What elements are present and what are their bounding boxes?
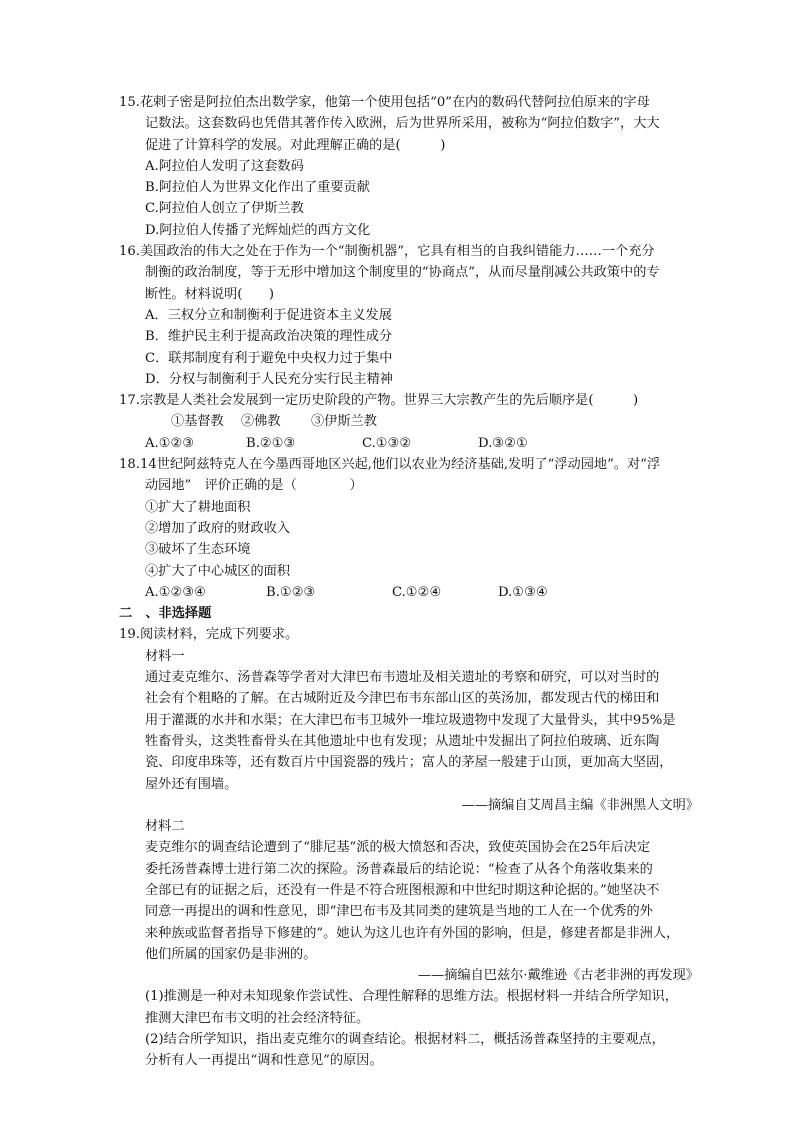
item: ②佛教 (241, 414, 281, 430)
material-1-line: 用于灌溉的水井和水渠；在大津巴布韦卫城外一堆垃圾遗物中发现了大量骨头，其中95%是 (145, 712, 676, 728)
material-2-line: 委托汤普森博士进行第二次的探险。汤普森最后的结论说：“检查了从各个角落收集来的 (145, 861, 653, 877)
question-19-intro: 19.阅读材料，完成下列要求。 (119, 627, 299, 643)
item: ③伊斯兰教 (311, 414, 377, 430)
sub-question-1: 推测大津巴布韦文明的社会经济特征。 (145, 1010, 370, 1026)
material-1-line: 社会有个粗略的了解。在古城附近及今津巴布韦东部山区的英汤加，都发现古代的梯田和 (145, 691, 660, 707)
option-d: D．分权与制衡利于人民充分实行民主精神 (145, 371, 393, 387)
question-15-line: 15.花剌子密是阿拉伯杰出数学家，他第一个使用包括“0”在内的数码代替阿拉伯原来的字母 (119, 95, 650, 110)
question-16-line: 断性。材料说明( ) (145, 286, 274, 302)
material-1-title: 材料一 (145, 648, 185, 664)
material-1-source: ——摘编自艾周昌主编《非洲黑人文明》 (461, 797, 699, 813)
statement-2: ②增加了政府的财政收入 (145, 520, 291, 536)
item: ①基督教 (171, 414, 224, 430)
exam-page (119, 92, 701, 1072)
question-16-line: 16.美国政治的伟大之处在于作为一个“制衡机器”，它具有相当的自我纠错能力……一个充分 (119, 244, 655, 260)
option-b: B.①②③ (266, 584, 316, 600)
option-a: A.①②③ (145, 435, 195, 451)
question-17 (119, 390, 701, 454)
question-15-line: 记数法。这套数码也凭借其著作传入欧洲，后为世界所采用，被称为“阿拉伯数字”，大大 (145, 116, 660, 132)
question-18 (119, 454, 701, 603)
question-17-options (119, 433, 701, 454)
sub-question-1: (1)推测是一种对未知现象作尝试性、合理性解释的思维方法。根据材料一并结合所学知识， (145, 989, 678, 1005)
option-d: D.阿拉伯人传播了光辉灿烂的西方文化 (145, 222, 371, 238)
question-19 (119, 624, 701, 1071)
material-2-source: ——摘编自巴兹尔·戴维逊《古老非洲的再发现》 (417, 968, 699, 984)
question-16-line: 制衡的政治制度，等于无形中增加这个制度里的“协商点”，从而尽量削减公共政策中的专 (145, 265, 660, 281)
statement-3: ③破坏了生态环境 (145, 542, 251, 558)
option-c: C.①②④ (392, 584, 442, 600)
option-c: C.阿拉伯人创立了伊斯兰教 (145, 201, 304, 217)
material-2-line: 他们所属的国家仍是非洲的。 (145, 946, 317, 962)
question-18-options (119, 582, 701, 603)
sub-question-2: 分析有人一再提出“调和性意见”的原因。 (145, 1053, 383, 1069)
option-b: B．维护民主利于提高政治决策的理性成分 (145, 329, 393, 345)
question-15-line: 促进了计算科学的发展。对此理解正确的是( ) (145, 137, 446, 153)
sub-question-2: (2)结合所学知识，指出麦克维尔的调查结论。根据材料二，概括汤普森坚持的主要观点， (145, 1032, 665, 1048)
material-2-line: 麦克维尔的调查结论遭到了“腓尼基”派的极大愤怒和否决，致使英国协会在25年后决定 (145, 840, 651, 856)
question-17-line: 17.宗教是人类社会发展到一定历史阶段的产物。世界三大宗教产生的先后顺序是( ) (119, 393, 639, 409)
question-18-line: 18.14世纪阿兹特克人在今墨西哥地区兴起,他们以农业为经济基础,发明了“浮动园地”。对“浮 (119, 457, 661, 473)
statement-4: ④扩大了中心城区的面积 (145, 563, 291, 579)
option-b: B.阿拉伯人为世界文化作出了重要贡献 (145, 180, 370, 196)
statement-1: ①扩大了耕地面积 (145, 499, 251, 515)
option-d: D.③②① (478, 435, 528, 451)
question-17-items (119, 411, 701, 432)
option-a: A.①②③④ (145, 584, 207, 600)
section-title: 二 、非选择题 (119, 606, 212, 622)
option-b: B.②①③ (246, 435, 296, 451)
option-d: D.①③④ (498, 584, 548, 600)
material-2-line: 来种族或监督者指导下修建的”。她认为这儿也许有外国的影响，但是，修建者都是非洲人， (145, 925, 680, 941)
material-1-line: 通过麦克维尔、汤普森等学者对大津巴布韦遗址及相关遗址的考察和研究，可以对当时的 (145, 670, 660, 686)
question-15 (119, 92, 701, 241)
material-2-line: 全部已有的证据之后，还没有一件是不符合班图根源和中世纪时期这种论据的。”她坚决不 (145, 882, 660, 898)
material-2-title: 材料二 (145, 819, 185, 835)
material-1-line: 屋外还有围墙。 (145, 776, 238, 792)
material-2-line: 同意一再提出的调和性意见，即“津巴布韦及其同类的建筑是当地的工人在一个优秀的外 (145, 904, 653, 920)
option-c: C．联邦制度有利于避免中央权力过于集中 (145, 350, 393, 366)
question-18-line: 动园地” 评价正确的是（ ） (145, 478, 363, 494)
material-1-line: 瓷、印度串珠等，还有数百片中国瓷器的残片；富人的茅屋一般建于山顶，更加高大坚固， (145, 755, 673, 771)
question-16 (119, 241, 701, 390)
option-c: C.①③② (362, 435, 412, 451)
option-a: A．三权分立和制衡利于促进资本主义发展 (145, 307, 392, 323)
material-1-line: 牲畜骨头，这类牲畜骨头在其他遗址中也有发现；从遗址中发掘出了阿拉伯玻璃、近东陶 (145, 733, 660, 749)
option-a: A.阿拉伯人发明了这套数码 (145, 158, 304, 174)
